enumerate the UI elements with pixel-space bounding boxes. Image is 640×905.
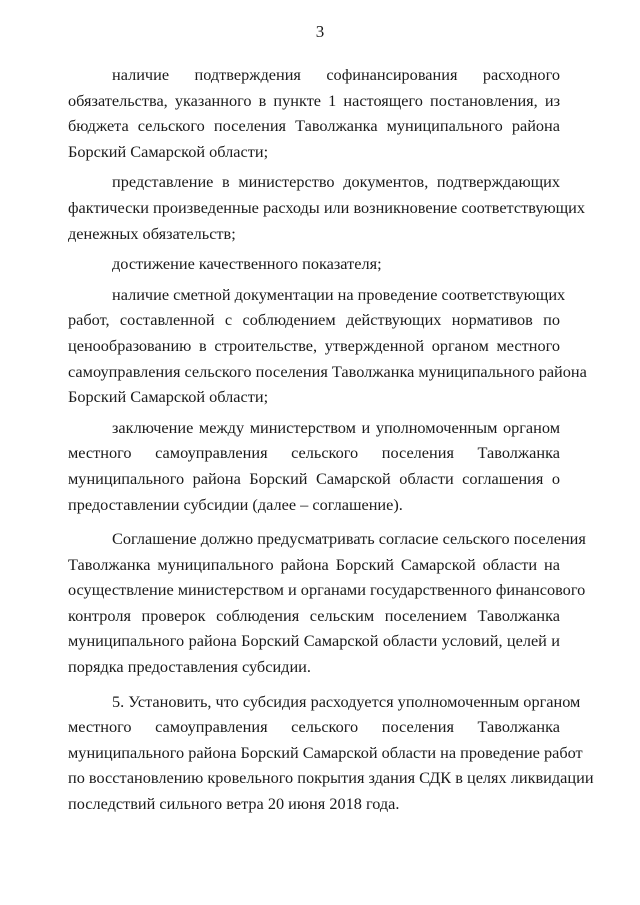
text-line: местного самоуправления сельского поселения Таволжанка: [68, 717, 560, 737]
paragraph: [68, 415, 560, 517]
paragraph: [68, 282, 587, 410]
text-line: работ, составленной с соблюдением действующих нормативов по: [68, 310, 560, 330]
text-line: наличие подтверждения софинансирования расходного: [112, 65, 560, 84]
text-line: муниципального района Борский Самарской области на проведение работ: [68, 742, 583, 762]
text-line: бюджета сельского поселения Таволжанка муниципального района: [68, 116, 560, 136]
text-line: Таволжанка муниципального района Борский Самарской области на: [68, 554, 560, 574]
text-line: местного самоуправления сельского поселения Таволжанка: [68, 443, 560, 463]
text-line: Соглашение должно предусматривать согласие сельского поселения: [112, 529, 586, 549]
text-line: Борский Самарской области;: [68, 387, 269, 407]
text-line: последствий сильного ветра 20 июня 2018 года.: [68, 794, 400, 814]
text-line: ценообразованию в строительстве, утвержденной органом местного: [68, 335, 560, 355]
text-line: контроля проверок соблюдения сельским поселением Таволжанка: [68, 605, 560, 625]
paragraph: [68, 526, 586, 680]
text-line: предоставлении субсидии (далее – соглашение).: [68, 494, 403, 514]
text-line: достижение качественного показателя;: [112, 254, 382, 274]
text-line: 5. Установить, что субсидия расходуется уполномоченным органом: [112, 691, 581, 711]
text-line: представление в министерство документов, подтверждающих: [112, 172, 560, 192]
text-line: самоуправления сельского поселения Таволжанка муниципального района: [68, 361, 587, 381]
text-line: обязательства, указанного в пункте 1 настоящего постановления, из: [68, 90, 560, 110]
text-line: заключение между министерством и уполномоченным органом: [112, 417, 560, 437]
text-line: осуществление министерством и органами государственного финансового: [68, 580, 586, 600]
paragraph: [68, 689, 594, 817]
text-line: Борский Самарской области;: [68, 141, 269, 161]
text-line: по восстановлению кровельного покрытия здания СДК в целях ликвидации: [68, 768, 594, 788]
text-line: муниципального района Борский Самарской области условий, целей и: [68, 631, 560, 651]
text-line: порядка предоставления субсидии.: [68, 657, 311, 677]
document-body: [68, 62, 594, 822]
page-number: 3: [315, 22, 325, 41]
text-line: муниципального района Борский Самарской области соглашения о: [68, 468, 560, 488]
paragraph: [68, 251, 560, 277]
text-line: денежных обязательств;: [68, 223, 236, 243]
text-line: фактически произведенные расходы или возникновение соответствующих: [68, 197, 586, 217]
paragraph: [68, 62, 560, 164]
paragraph: [68, 169, 586, 246]
text-line: наличие сметной документации на проведение соответствующих: [112, 284, 566, 304]
